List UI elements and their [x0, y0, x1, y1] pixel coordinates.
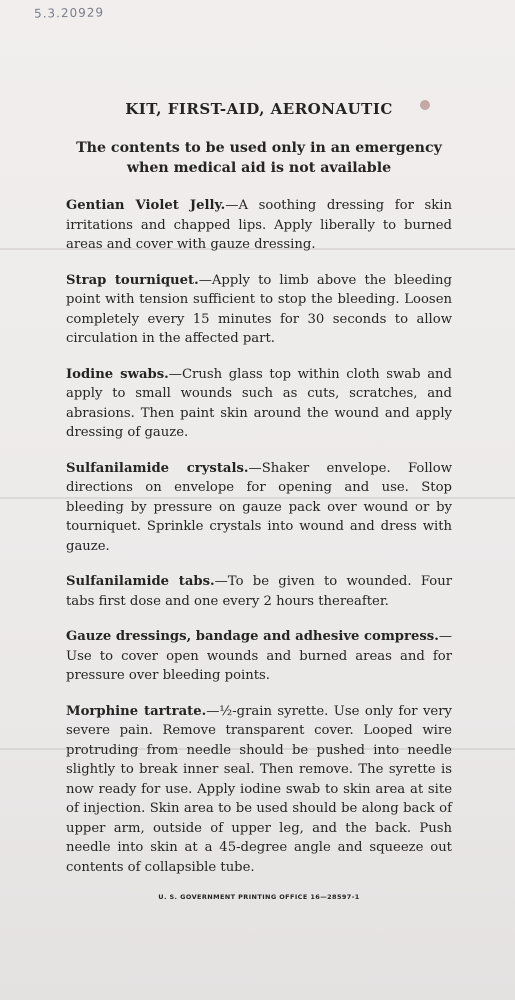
section-sulfanilamide-tabs: [66, 572, 452, 611]
section-heading: Gauze dressings, bandage and adhesive compress.: [66, 629, 439, 644]
section-heading: Sulfanilamide crystals.: [66, 460, 249, 476]
section-heading: Iodine swabs.: [66, 366, 169, 382]
section-text: —Crush glass top within cloth swab and apply to small wounds such as cuts, scratches, and abrasions. Then paint skin around the wound and apply dressing of gauze.: [66, 366, 452, 440]
section-morphine-tartrate: [66, 702, 452, 878]
section-strap-tourniquet: [66, 271, 452, 349]
section-heading: Sulfanilamide tabs.: [66, 574, 215, 589]
document-subtitle: The contents to be used only in an emergency when medical aid is not available: [76, 140, 442, 176]
section-gentian-violet: [66, 196, 452, 255]
section-iodine-swabs: [66, 365, 452, 443]
section-heading: Strap tourniquet.: [66, 272, 199, 288]
document-title: KIT, FIRST-AID, AERONAUTIC: [125, 100, 393, 118]
section-text: —Shaker envelope. Follow directions on envelope for opening and use. Stop bleeding by pressure on gauze pack over wound or by tourniquet. Sprinkle crystals into wound and dress with gauze.: [66, 460, 452, 554]
section-text: —To be given to wounded. Four tabs first dose and one every 2 hours thereafter.: [66, 574, 452, 609]
section-text: —A soothing dressing for skin irritations and chapped lips. Apply liberally to burned areas and cover with gauze dressing.: [66, 198, 453, 252]
document-body: [66, 100, 452, 901]
section-text: —½-grain syrette. Use only for very severe pain. Remove transparent cover. Looped wire protruding from needle should be pushed into needle slightly to break inner seal. Then remove. The syrette is now ready for use. Apply iodine swab to skin area at site of injection. Skin area to be used should be along back of upper arm, outside of upper leg, and the back. Push needle into skin at a 45-degree angle and squeeze out contents of collapsible tube.: [66, 703, 452, 875]
section-gauze-dressings: [66, 627, 452, 686]
section-sulfanilamide-crystals: [66, 459, 452, 557]
printing-office-footer: U. S. GOVERNMENT PRINTING OFFICE 16—28597-1: [158, 893, 360, 901]
section-text: —Apply to limb above the bleeding point with tension sufficient to stop the bleeding. Loosen completely every 15 minutes for 30 seconds to allow circulation in the affected part.: [66, 272, 452, 346]
section-text: —Use to cover open wounds and burned areas and for pressure over bleeding points.: [66, 629, 452, 683]
section-heading: Morphine tartrate.: [66, 703, 207, 719]
archive-number: 5.3.20929: [33, 5, 105, 21]
section-heading: Gentian Violet Jelly.: [66, 198, 226, 213]
